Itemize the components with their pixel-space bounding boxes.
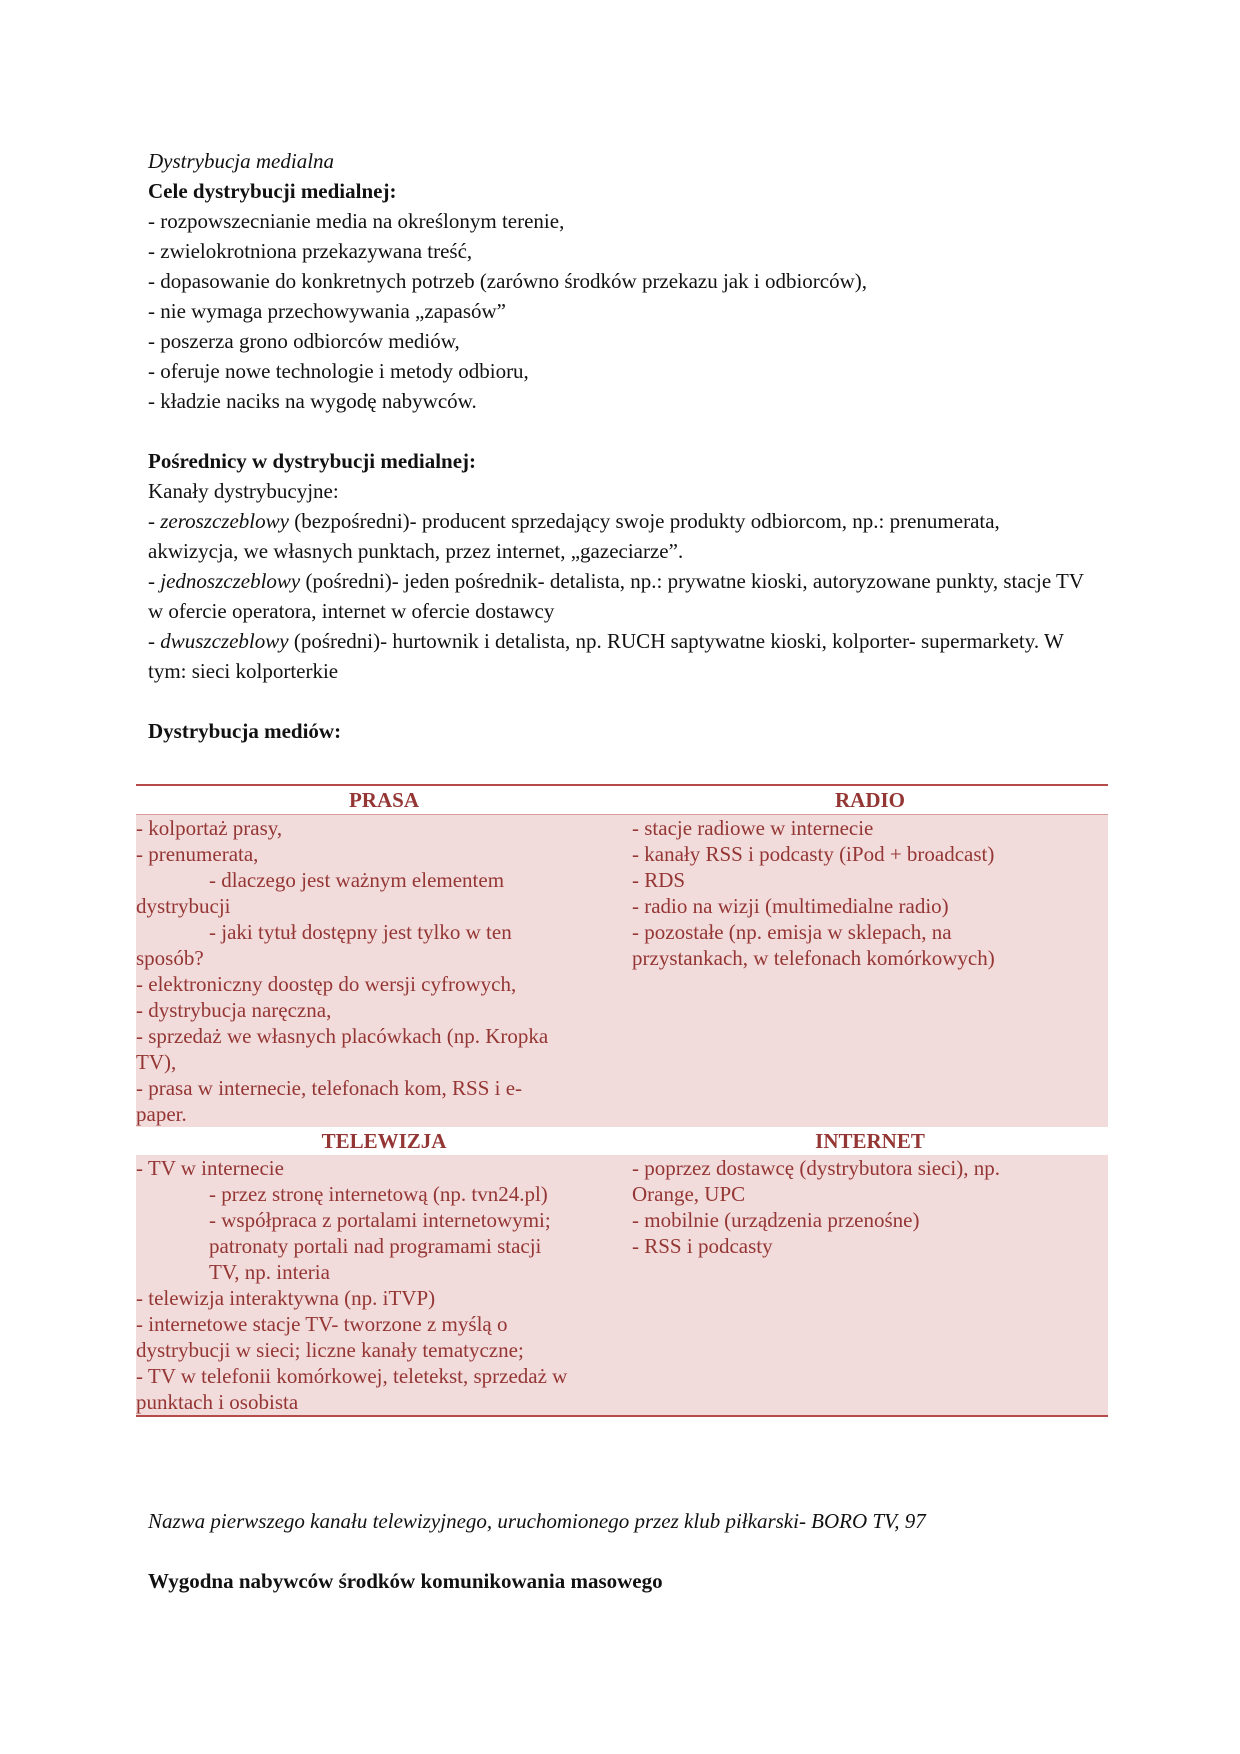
list-item: - rozpowszecnianie media na określonym terenie, — [148, 209, 565, 233]
prasa-cell — [136, 815, 632, 1128]
cell-line: - radio na wizji (multimedialne radio) — [632, 894, 949, 918]
media-distribution-table — [136, 784, 1108, 1417]
radio-cell — [632, 815, 1108, 1128]
channels-subheading: Kanały dystrybucyjne: — [148, 479, 339, 503]
cell-line: - dlaczego jest ważnym elementem — [209, 868, 505, 892]
cell-line: paper. — [136, 1102, 187, 1126]
cell-line: Orange, UPC — [632, 1182, 746, 1206]
list-item: - nie wymaga przechowywania „zapasów” — [148, 299, 506, 323]
media-distribution-heading: Dystrybucja mediów: — [148, 719, 342, 743]
cell-line: sposób? — [136, 946, 204, 970]
cell-line: - stacje radiowe w internecie — [632, 816, 874, 840]
goals-list — [148, 206, 1088, 416]
list-bullet: - — [148, 509, 161, 533]
list-bullet: - — [148, 569, 161, 593]
document-footer — [148, 1506, 1088, 1596]
cell-line: - współpraca z portalami internetowymi; — [209, 1208, 551, 1232]
table-header-row — [136, 1127, 1108, 1155]
channel-term: dwuszczeblowy — [160, 629, 289, 653]
document-body — [148, 146, 1088, 746]
goals-heading: Cele dystrybucji medialnej: — [148, 179, 397, 203]
cell-line: - telewizja interaktywna (np. iTVP) — [136, 1286, 436, 1310]
channel-description: (bezpośredni)- producent sprzedający swoje produkty odbiorcom, np.: prenumerata, akwizycja, we własnych punktach, przez internet, „gazeciarze”. — [148, 509, 1000, 563]
channel-two-level — [148, 626, 1088, 686]
cell-line: - jaki tytuł dostępny jest tylko w ten — [209, 920, 512, 944]
channel-term: zeroszczeblowy — [160, 509, 289, 533]
telewizja-cell — [136, 1155, 632, 1416]
cell-line: przystankach, w telefonach komórkowych) — [632, 946, 995, 970]
cell-line: - elektroniczny doostęp do wersji cyfrowych, — [136, 972, 517, 996]
cell-line: TV, np. interia — [209, 1260, 330, 1284]
table-row — [136, 1155, 1108, 1416]
cell-line: - pozostałe (np. emisja w sklepach, na — [632, 920, 952, 944]
channel-description: (pośredni)- hurtownik i detalista, np. RUCH saptywatne kioski, kolporter- supermarkety. W tym: sieci kolporterkie — [148, 629, 1064, 683]
cell-line: - prenumerata, — [136, 842, 259, 866]
column-header-telewizja: TELEWIZJA — [321, 1129, 447, 1153]
column-header-radio: RADIO — [632, 785, 1108, 815]
cell-line: - RDS — [632, 868, 686, 892]
cell-line: dystrybucji — [136, 894, 231, 918]
cell-line: - dystrybucja naręczna, — [136, 998, 332, 1022]
list-item: - dopasowanie do konkretnych potrzeb (zarówno środków przekazu jak i odbiorców), — [148, 269, 868, 293]
closing-heading: Wygodna nabywców środków komunikowania masowego — [148, 1569, 663, 1593]
cell-line: TV), — [136, 1050, 177, 1074]
cell-line: dystrybucji w sieci; liczne kanały tematyczne; — [136, 1338, 524, 1362]
channel-term: jednoszczeblowy — [160, 569, 301, 593]
list-item: - zwielokrotniona przekazywana treść, — [148, 239, 473, 263]
internet-cell — [632, 1155, 1108, 1416]
cell-line: - mobilnie (urządzenia przenośne) — [632, 1208, 920, 1232]
cell-line: - sprzedaż we własnych placówkach (np. Kropka — [136, 1024, 549, 1048]
cell-line: - kanały RSS i podcasty (iPod + broadcast) — [632, 842, 995, 866]
column-header-prasa: PRASA — [136, 785, 632, 815]
list-item: - oferuje nowe technologie i metody odbioru, — [148, 359, 529, 383]
cell-line: - TV w internecie — [136, 1156, 284, 1180]
cell-line: - RSS i podcasty — [632, 1234, 773, 1258]
cell-line: punktach i osobista — [136, 1390, 299, 1414]
list-bullet: - — [148, 629, 161, 653]
channel-description: (pośredni)- jeden pośrednik- detalista, np.: prywatne kioski, autoryzowane punkty, stacje TV w ofercie operatora, internet w ofercie dostawcy — [148, 569, 1084, 623]
cell-line: - przez stronę internetową (np. tvn24.pl) — [209, 1182, 548, 1206]
list-item: - poszerza grono odbiorców mediów, — [148, 329, 460, 353]
column-header-internet: INTERNET — [815, 1129, 925, 1153]
trivia-note: Nazwa pierwszego kanału telewizyjnego, uruchomionego przez klub piłkarski- BORO TV, 97 — [148, 1509, 926, 1533]
cell-line: - TV w telefonii komórkowej, teletekst, sprzedaż w — [136, 1364, 568, 1388]
cell-line: patronaty portali nad programami stacji — [209, 1234, 542, 1258]
cell-line: - kolportaż prasy, — [136, 816, 283, 840]
table-row — [136, 815, 1108, 1128]
intermediaries-heading: Pośrednicy w dystrybucji medialnej: — [148, 449, 477, 473]
cell-line: - poprzez dostawcę (dystrybutora sieci), np. — [632, 1156, 1000, 1180]
cell-line: - internetowe stacje TV- tworzone z myślą o — [136, 1312, 508, 1336]
list-item: - kładzie naciks na wygodę nabywców. — [148, 389, 477, 413]
table-header-row — [136, 785, 1108, 815]
cell-line: - prasa w internecie, telefonach kom, RSS i e- — [136, 1076, 523, 1100]
document-title: Dystrybucja medialna — [148, 149, 335, 173]
channel-zero-level — [148, 506, 1088, 566]
channel-one-level — [148, 566, 1088, 626]
